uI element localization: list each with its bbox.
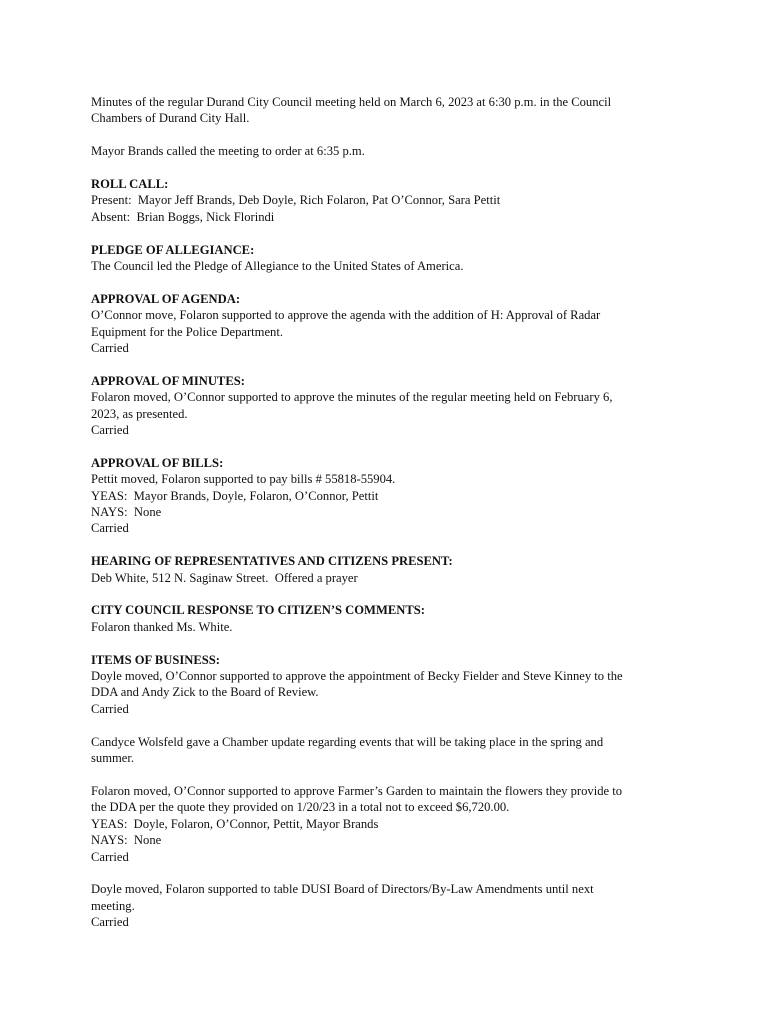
roll-call-heading: ROLL CALL: [91, 177, 169, 191]
minutes-heading: APPROVAL OF MINUTES: [91, 373, 245, 388]
response-heading: CITY COUNCIL RESPONSE TO CITIZEN’S COMMENTS: [91, 603, 425, 618]
bills-nays: NAYS: None [91, 505, 162, 520]
bills-heading: APPROVAL OF BILLS: [91, 455, 224, 470]
hearing-section [91, 553, 691, 586]
bills-section [91, 455, 691, 537]
business-item3-result: Carried [91, 849, 129, 864]
document-page [91, 94, 691, 947]
roll-call-present: Present: Mayor Jeff Brands, Deb Doyle, Rich Folaron, Pat O’Connor, Sara Pettit [91, 193, 501, 208]
hearing-text: Deb White, 512 N. Saginaw Street. Offered a prayer [91, 570, 358, 585]
bills-line: Pettit moved, Folaron supported to pay bills # 55818-55904. [91, 472, 396, 487]
agenda-heading: APPROVAL OF AGENDA: [91, 291, 241, 306]
roll-call-absent: Absent: Brian Boggs, Nick Florindi [91, 209, 275, 224]
minutes-result: Carried [91, 423, 129, 438]
call-to-order-paragraph [91, 143, 691, 159]
business-item1-line: Doyle moved, O’Connor supported to approve the appointment of Becky Fielder and Steve Kinney to the [91, 669, 623, 684]
agenda-section [91, 291, 691, 357]
business-item4-line: meeting. [91, 898, 135, 913]
hearing-heading: HEARING OF REPRESENTATIVES AND CITIZENS PRESENT: [91, 554, 453, 569]
business-item2-line: Candyce Wolsfeld gave a Chamber update regarding events that will be taking place in the spring and [91, 734, 604, 749]
business-item3-line: Folaron moved, O’Connor supported to approve Farmer’s Garden to maintain the flowers they provide to [91, 783, 623, 798]
business-item2 [91, 734, 691, 767]
bills-yeas: YEAS: Mayor Brands, Doyle, Folaron, O’Connor, Pettit [91, 488, 379, 503]
intro-paragraph [91, 94, 691, 127]
business-item1-line: DDA and Andy Zick to the Board of Review. [91, 685, 319, 700]
business-item4-line: Doyle moved, Folaron supported to table DUSI Board of Directors/By-Law Amendments until next [91, 882, 594, 897]
business-item3-yeas: YEAS: Doyle, Folaron, O’Connor, Pettit, Mayor Brands [91, 816, 379, 831]
pledge-section [91, 242, 691, 275]
business-section [91, 652, 691, 718]
intro-line: Chambers of Durand City Hall. [91, 111, 250, 126]
pledge-heading: PLEDGE OF ALLEGIANCE: [91, 242, 255, 257]
response-section [91, 602, 691, 635]
roll-call-section [91, 176, 691, 225]
minutes-line: Folaron moved, O’Connor supported to approve the minutes of the regular meeting held on February 6, [91, 390, 613, 405]
bills-result: Carried [91, 521, 129, 536]
intro-line: Minutes of the regular Durand City Council meeting held on March 6, 2023 at 6:30 p.m. in the Council [91, 95, 612, 109]
business-heading: ITEMS OF BUSINESS: [91, 652, 221, 667]
pledge-text: The Council led the Pledge of Allegiance to the United States of America. [91, 259, 464, 274]
business-item3-line: the DDA per the quote they provided on 1/20/23 in a total not to exceed $6,720.00. [91, 800, 510, 815]
call-to-order-text: Mayor Brands called the meeting to order at 6:35 p.m. [91, 144, 365, 159]
agenda-line: O’Connor move, Folaron supported to approve the agenda with the addition of H: Approval of Radar [91, 308, 601, 323]
minutes-section [91, 373, 691, 439]
response-text: Folaron thanked Ms. White. [91, 619, 233, 634]
business-item3-nays: NAYS: None [91, 833, 162, 848]
minutes-line: 2023, as presented. [91, 406, 188, 421]
agenda-line: Equipment for the Police Department. [91, 324, 283, 339]
business-item4-result: Carried [91, 915, 129, 930]
agenda-result: Carried [91, 341, 129, 356]
business-item1-result: Carried [91, 701, 129, 716]
business-item2-line: summer. [91, 751, 135, 766]
business-item4 [91, 881, 691, 930]
business-item3 [91, 783, 691, 865]
